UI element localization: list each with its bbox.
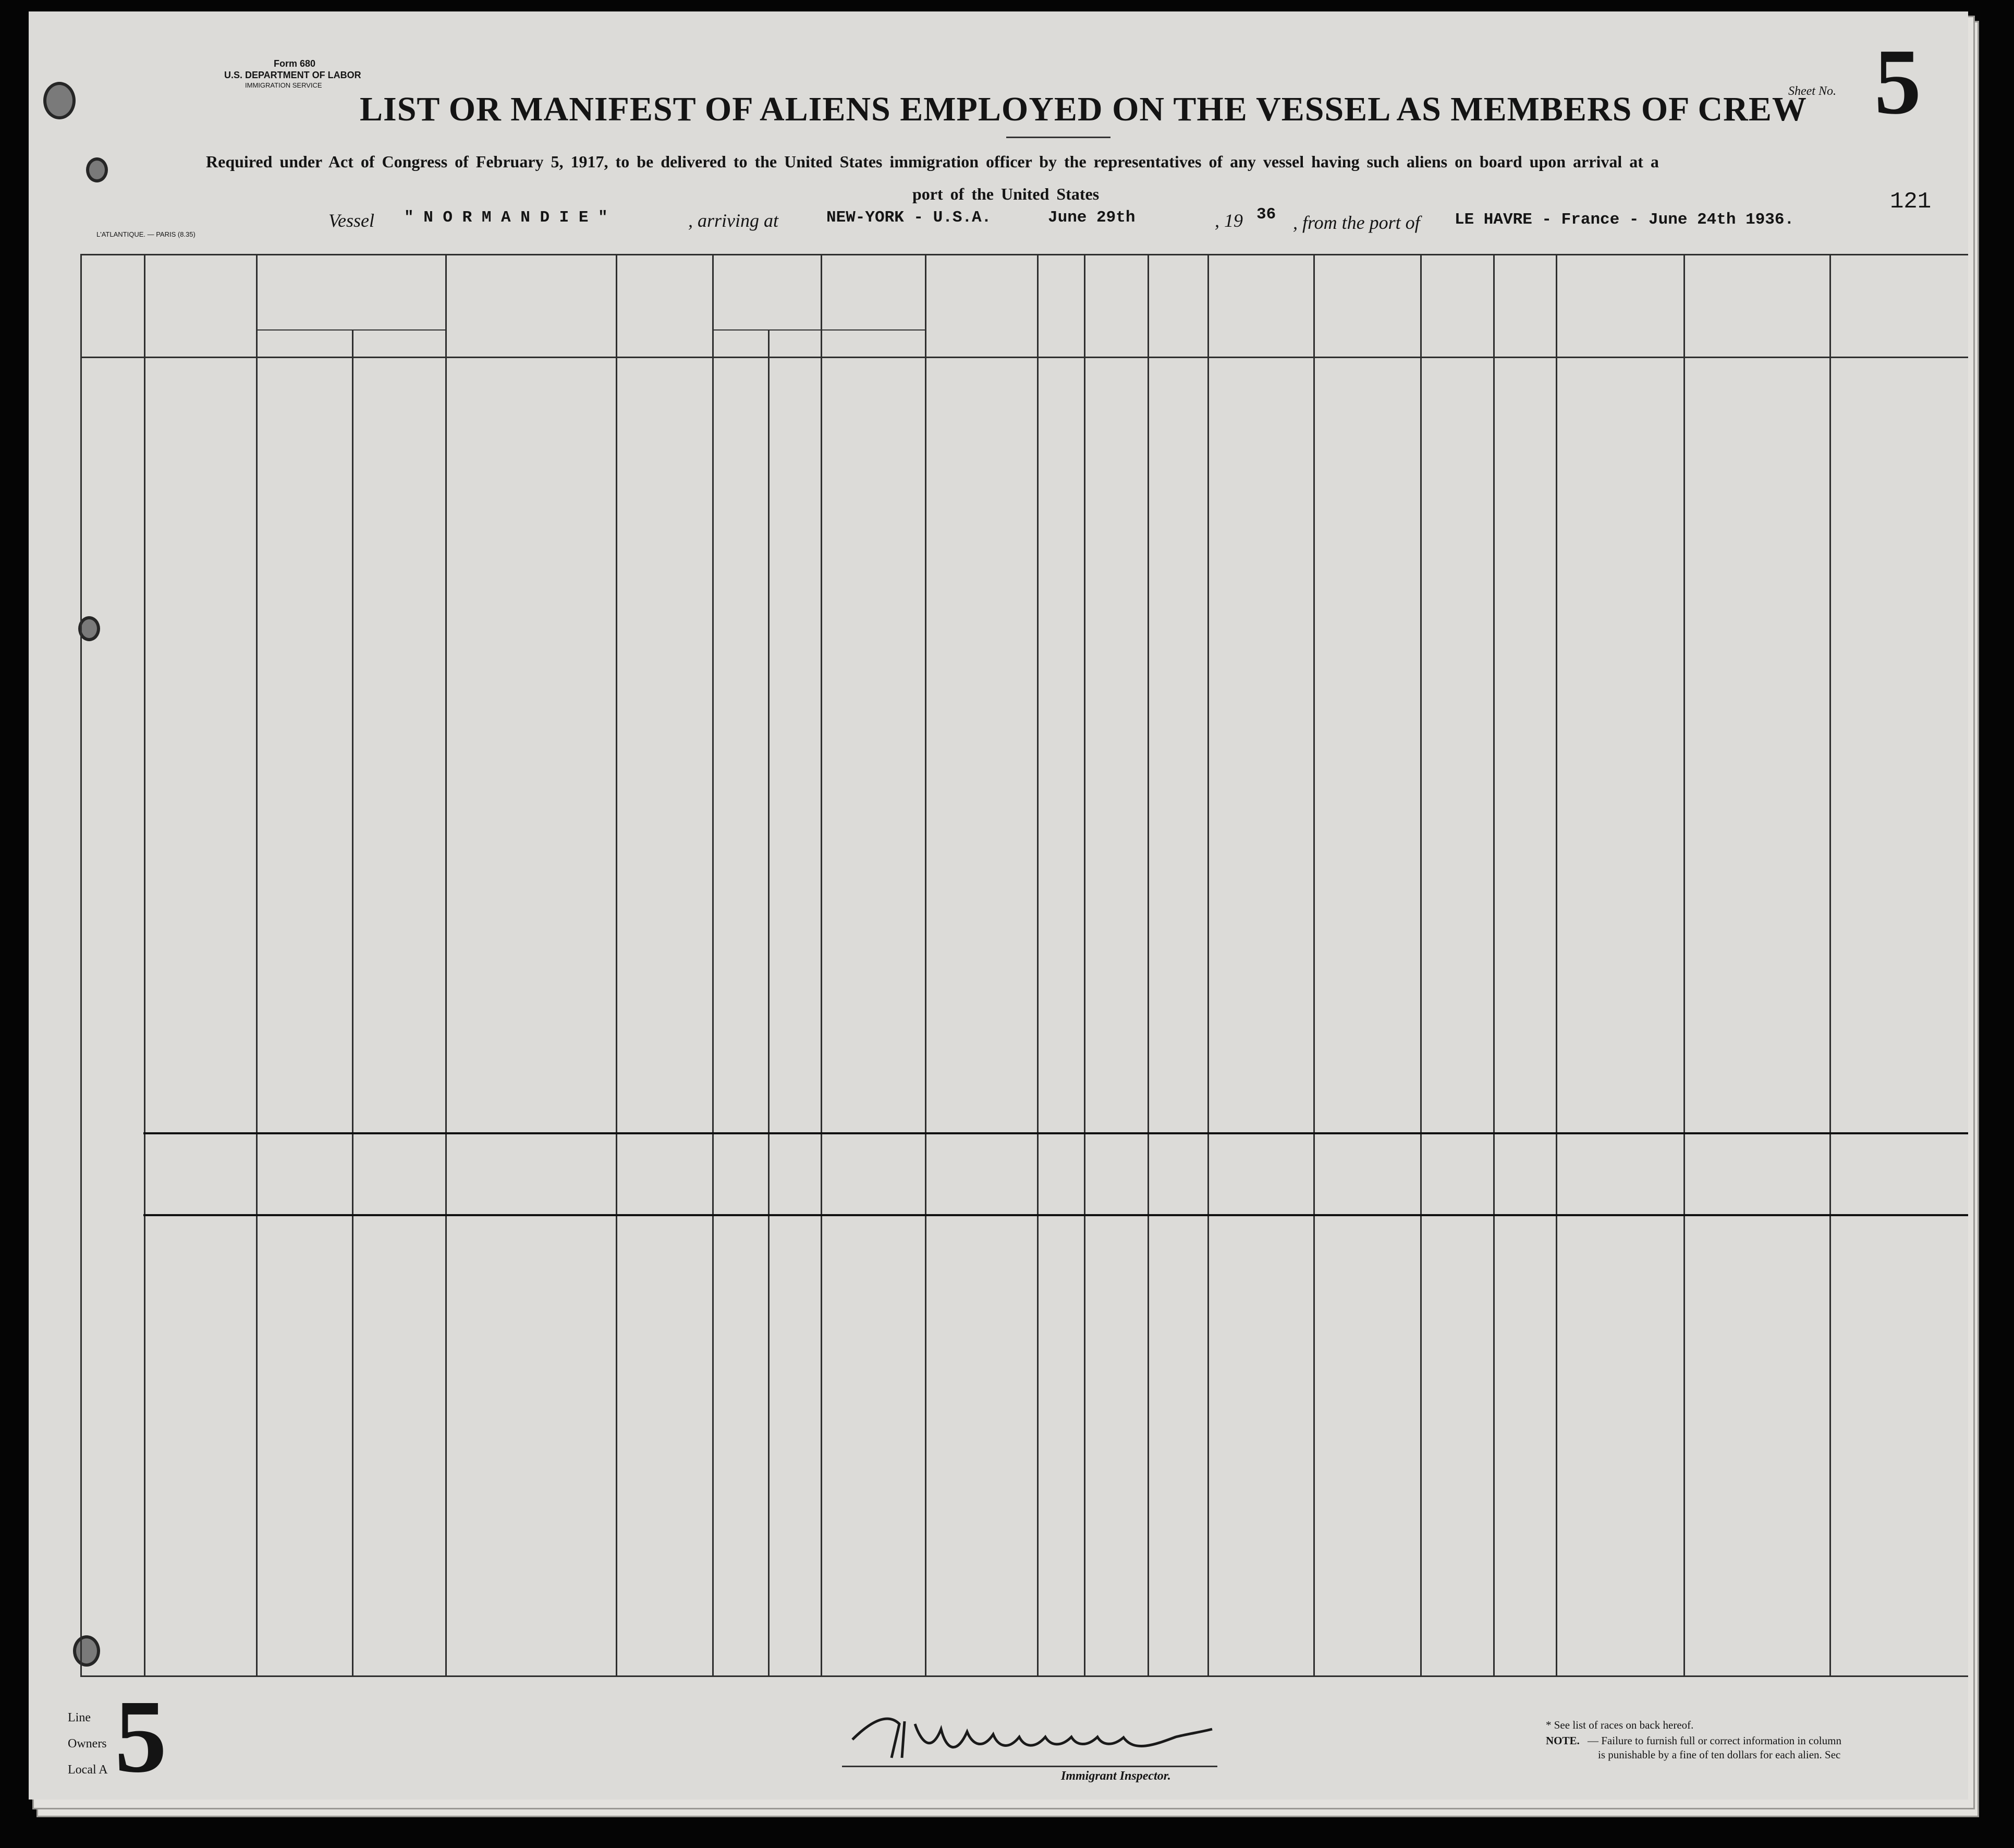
note-line-2: is punishable by a fine of ten dollars for each alien. Sec <box>1598 1748 1841 1761</box>
shipped-subheader-rule <box>713 329 925 331</box>
binder-hole <box>86 157 108 182</box>
where-divider <box>768 329 770 1677</box>
printer-mark: L'ATLANTIQUE. — PARIS (8.35) <box>96 230 196 238</box>
column-divider <box>1148 254 1149 1677</box>
strike-through-line <box>143 1214 1968 1216</box>
column-divider <box>1207 254 1209 1677</box>
column-divider <box>1493 254 1495 1677</box>
title-rule <box>1006 137 1110 138</box>
binder-hole <box>43 82 76 119</box>
column-divider <box>80 254 82 1677</box>
column-divider <box>1313 254 1315 1677</box>
column-divider <box>1420 254 1422 1677</box>
sheet-label: Sheet No. <box>1788 84 1836 98</box>
inspector-signature <box>842 1708 1217 1771</box>
column-divider <box>256 254 258 1677</box>
column-divider <box>712 254 714 1677</box>
manifest-page <box>29 11 1968 1800</box>
page-title: LIST OR MANIFEST OF ALIENS EMPLOYED ON THE VESSEL AS MEMBERS OF CREW <box>360 90 1807 128</box>
column-divider <box>445 254 447 1677</box>
subtitle-line-2: port of the United States <box>912 185 1100 203</box>
column-divider <box>616 254 617 1677</box>
line-label: Line <box>68 1711 91 1724</box>
column-divider <box>1084 254 1085 1677</box>
department: U.S. DEPARTMENT OF LABOR <box>224 70 361 80</box>
year-prefix: , 19 <box>1215 210 1243 231</box>
from-port: LE HAVRE - France - June 24th 1936. <box>1455 211 1795 229</box>
header-bottom-rule <box>81 357 1968 358</box>
inspector-label: Immigrant Inspector. <box>1061 1769 1171 1783</box>
column-divider <box>925 254 926 1677</box>
vessel-label: Vessel <box>328 210 374 231</box>
note-line-1: — Failure to furnish full or correct information in column <box>1588 1734 1841 1747</box>
column-divider <box>1556 254 1557 1677</box>
signature-rule <box>842 1766 1217 1767</box>
column-divider <box>1037 254 1039 1677</box>
table-top-rule <box>81 254 1968 255</box>
owners-label: Owners <box>68 1737 107 1751</box>
local-label: Local A <box>68 1763 108 1777</box>
stamp-number: 121 <box>1890 189 1932 215</box>
column-divider <box>1683 254 1685 1677</box>
table-bottom-rule <box>81 1675 1968 1677</box>
arriving-port: NEW-YORK - U.S.A. <box>826 209 992 227</box>
form-number: Form 680 <box>274 58 316 69</box>
note-label: NOTE. <box>1546 1734 1580 1747</box>
given-name-divider <box>352 329 353 1677</box>
strike-through-line <box>143 1132 1968 1134</box>
note-races: * See list of races on back hereof. <box>1546 1719 1694 1731</box>
vessel-name: " N O R M A N D I E " <box>404 209 608 227</box>
column-divider <box>1829 254 1831 1677</box>
column-divider <box>144 254 145 1677</box>
year-suffix: 36 <box>1256 205 1276 224</box>
arriving-date: June 29th <box>1048 209 1136 227</box>
service: IMMIGRATION SERVICE <box>245 81 322 89</box>
arriving-label: , arriving at <box>688 210 779 231</box>
footer-sheet-number: 5 <box>115 1679 167 1794</box>
column-divider <box>821 254 822 1677</box>
sheet-number: 5 <box>1874 30 1921 133</box>
name-subheader-rule <box>257 329 446 331</box>
manifest-table <box>81 254 1968 1677</box>
from-label: , from the port of <box>1293 212 1420 233</box>
subtitle-line-1: Required under Act of Congress of February 5, 1917, to be delivered to the United States immigration officer by the representatives of any vessel having such aliens on board upon arrival at a <box>206 152 1659 171</box>
